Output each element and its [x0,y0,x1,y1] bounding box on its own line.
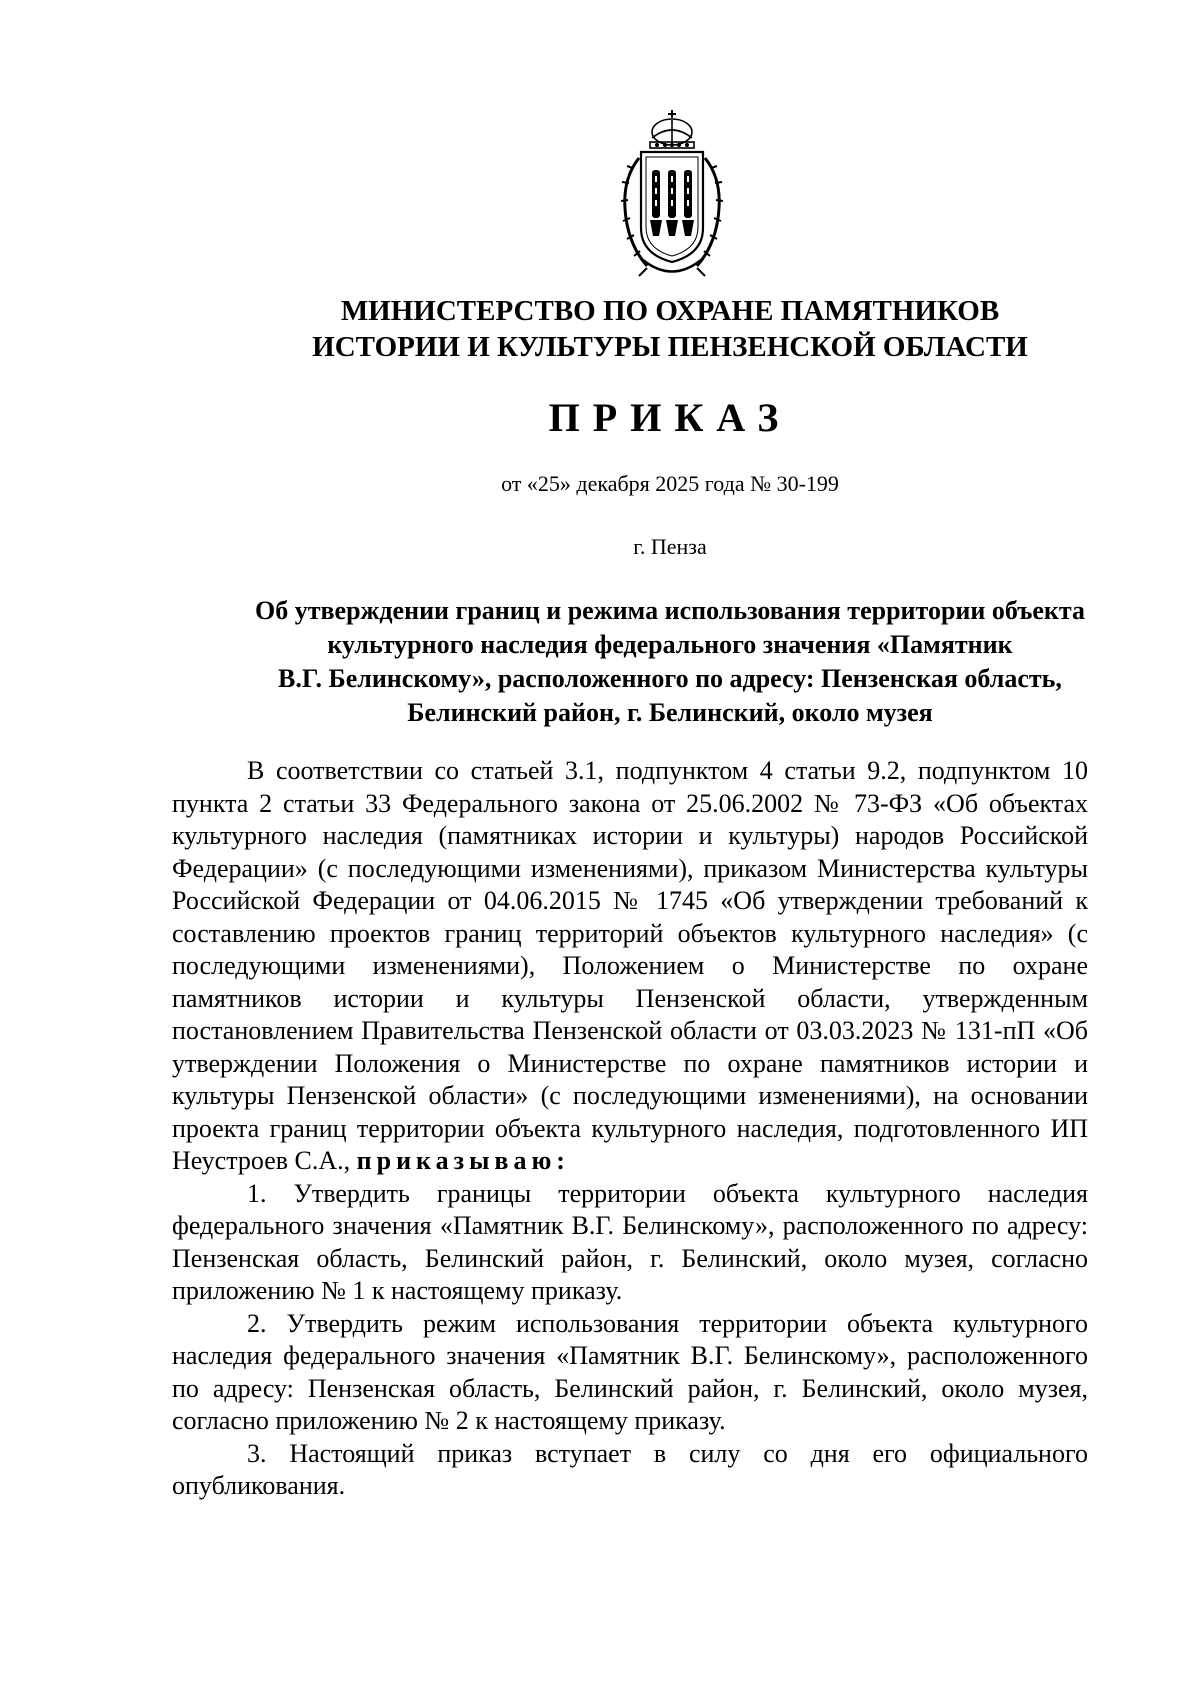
ministry-name-line1: МИНИСТЕРСТВО ПО ОХРАНЕ ПАМЯТНИКОВ [340,295,1000,327]
ministry-name-line2: ИСТОРИИ И КУЛЬТУРЫ ПЕНЗЕНСКОЙ ОБЛАСТИ [312,331,1028,363]
order-title: ПРИКАЗ [548,395,792,440]
order-item-1: 1. Утвердить границы территории объекта культурного наследия федерального значения «Памятник В.Г. Белинскому», расположенного по адресу: Пензенская область, Белинский район, г. Белинский, около музея, согласно приложению № 1 к настоящему приказу. [172,1178,1088,1305]
order-item-2: 2. Утвердить режим использования территории объекта культурного наследия федерального значения «Памятник В.Г. Белинскому», расположенного по адресу: Пензенская область, Белинский район, г. Белинский, около музея, согласно приложению № 2 к настоящему приказу. [172,1308,1088,1435]
coat-of-arms-emblem [617,108,727,280]
subject-line2: культурного наследия федерального значения «Памятник [327,630,1013,659]
subject-line4: Белинский район, г. Белинский, около музея [407,698,933,727]
subject-line3: В.Г. Белинскому», расположенного по адресу: Пензенская область, [278,664,1062,693]
ministry-name [200,293,1140,365]
order-subject [172,594,1168,730]
order-item-3: 3. Настоящий приказ вступает в силу со дня его официального опубликования. [172,1438,1088,1500]
order-date-number: от «25» декабря 2025 года № 30-199 [501,471,839,496]
preamble-paragraph [172,755,1088,1178]
preamble-text: В соответствии со статьей 3.1, подпунктом 4 статьи 9.2, подпунктом 10 пункта 2 статьи 33 Федерального закона от 25.06.2002 № 73-ФЗ «Об объектах культурного наследия (памятниках истории и культуры) народов Российской Федерации» (с последующими изменениями), приказом Министерства культуры Российской Федерации от 04.06.2015 № 1745 «Об утверждении требований к составлению проектов границ территорий объектов культурного наследия» (с последующими изменениями), Положением о Министерстве по охране памятников истории и культуры Пензенской области, утвержденным постановлением Правительства Пензенской области от 03.03.2023 № 131-пП «Об утверждении Положения о Министерстве по охране памятников истории и культуры Пензенской области» (с последующими изменениями), на основании проекта границ территории объекта культурного наследия, подготовленного ИП Неустроев С.А., [172,756,1088,1175]
subject-line1: Об утверждении границ и режима использования территории объекта [255,596,1085,625]
order-city: г. Пенза [633,534,707,559]
order-body [172,755,1088,1503]
order-directive-word: приказываю: [356,1146,570,1175]
